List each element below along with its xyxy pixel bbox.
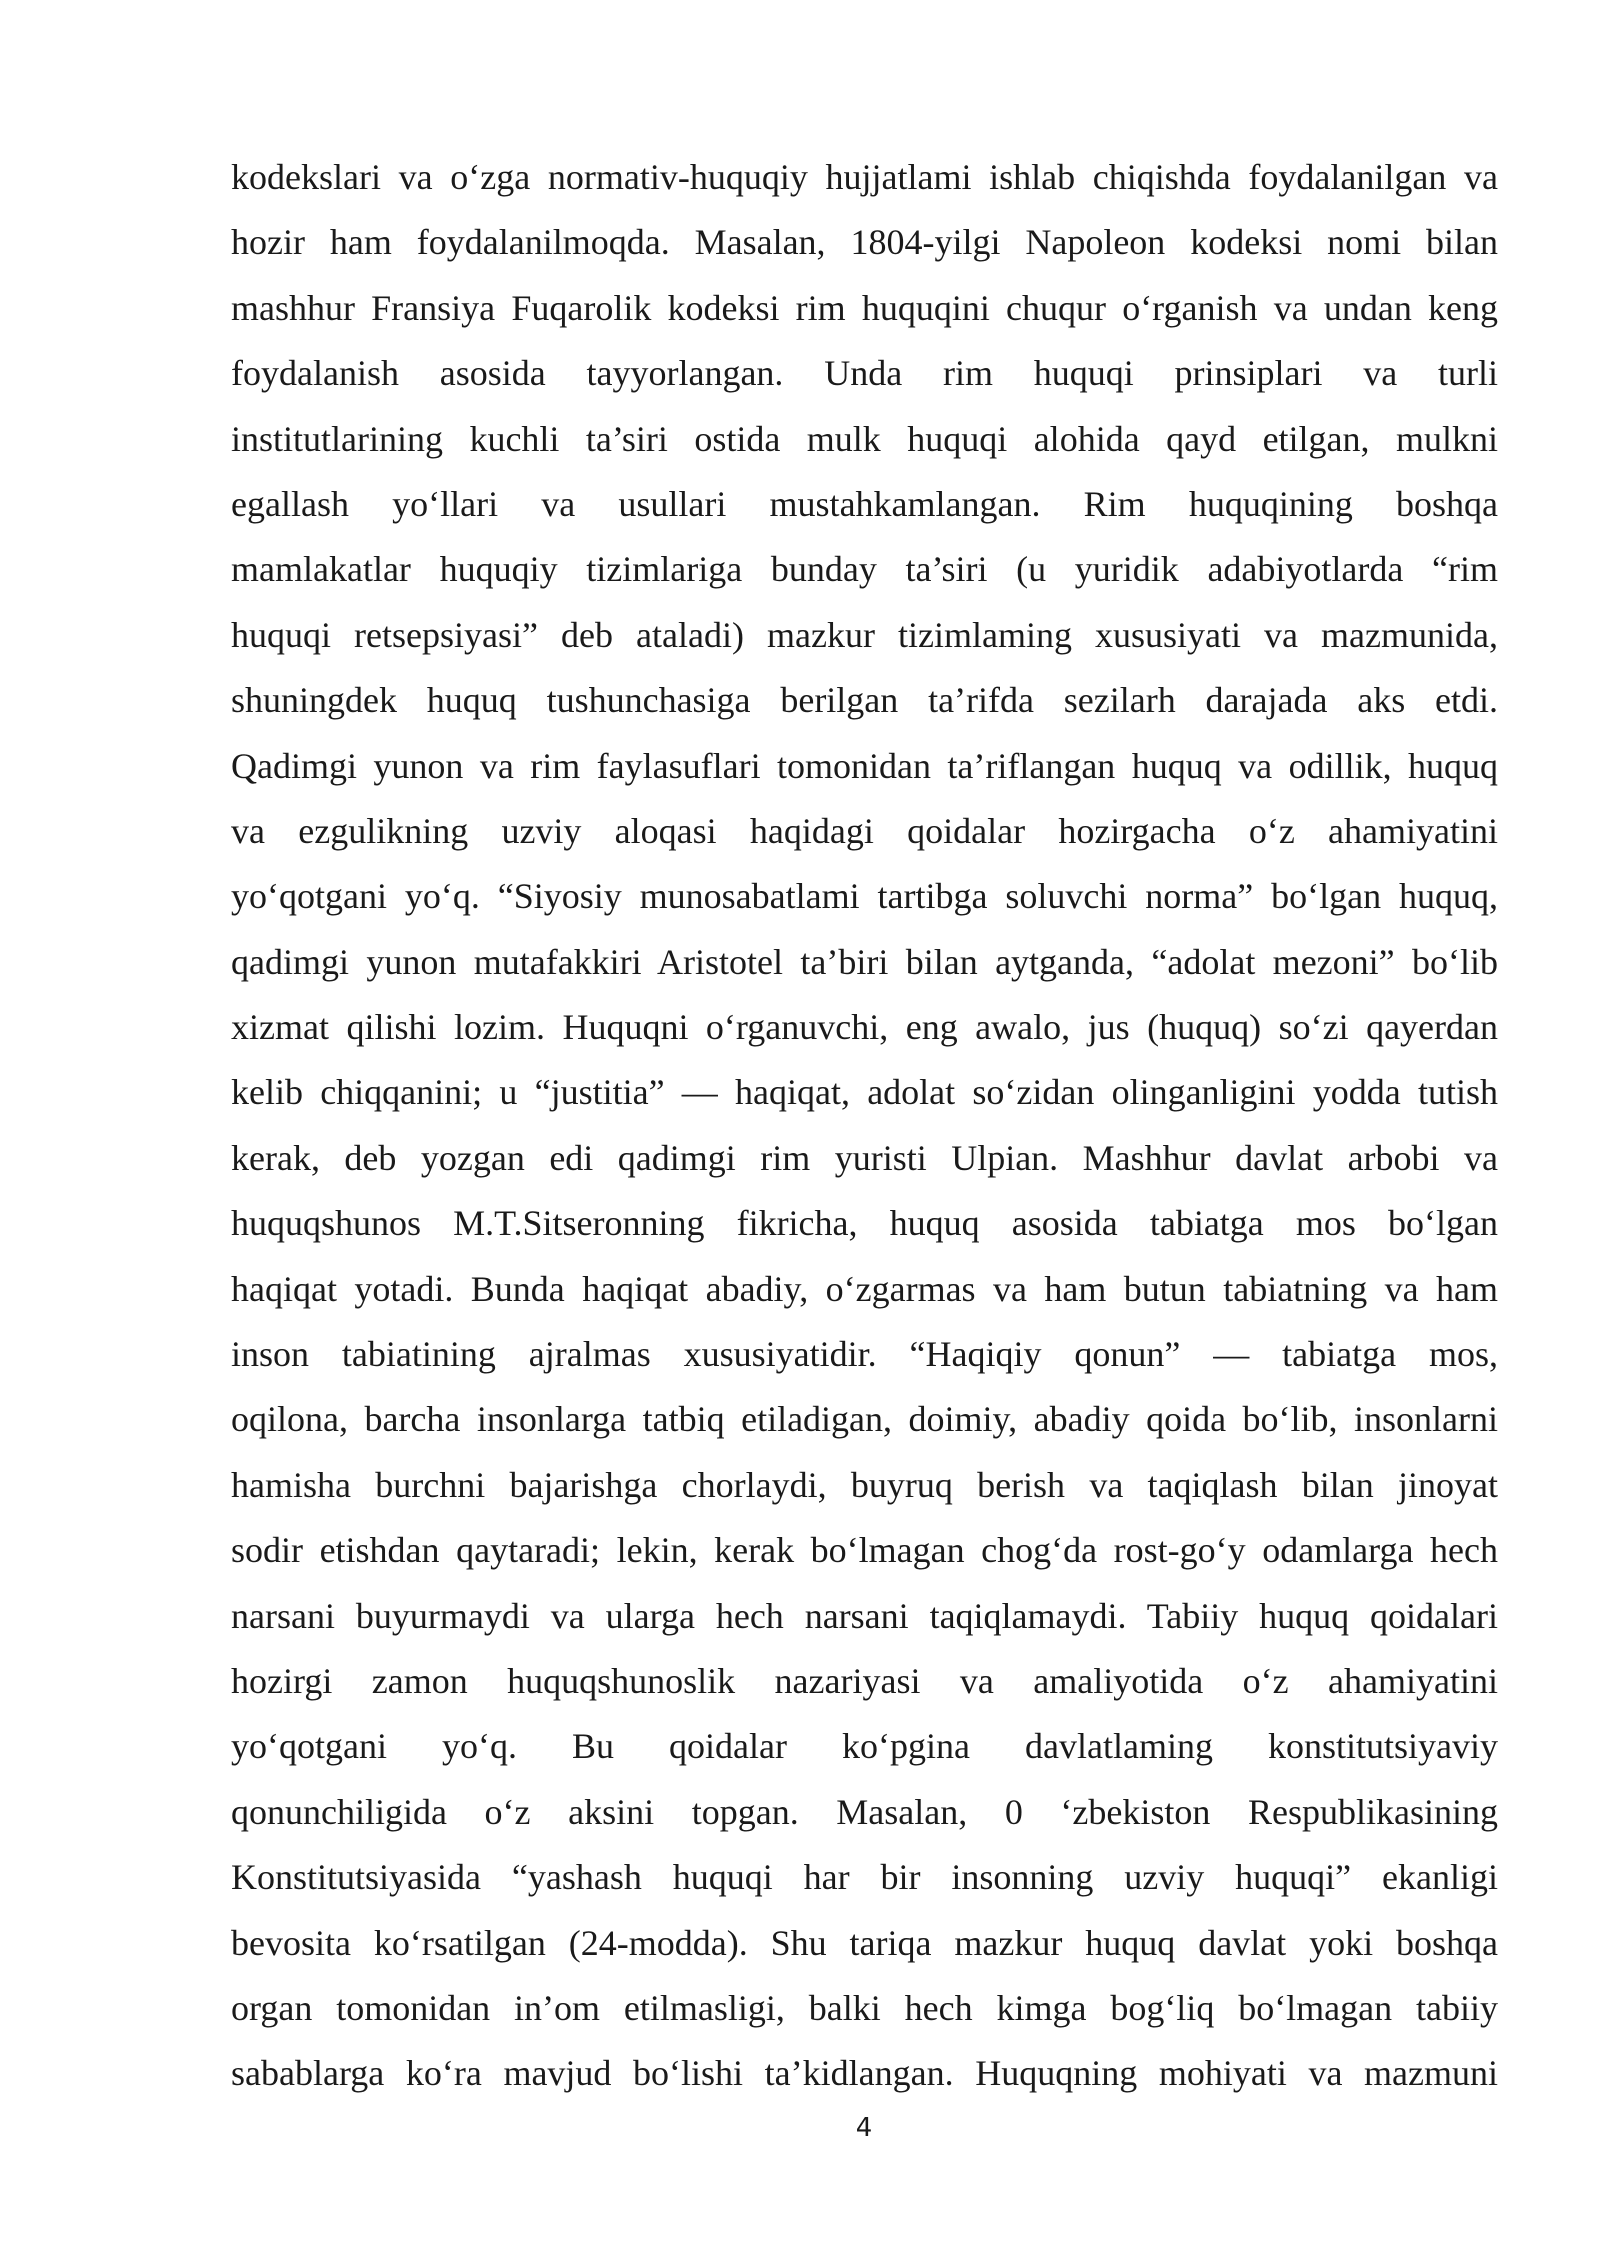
text-line: kelib chiqqanini; u “justitia” — haqiqat, adolat so‘zidan olinganligini yodda tutish — [231, 1072, 1498, 1113]
text-line: huquqi retsepsiyasi” deb ataladi) mazkur tizimlaming xususiyati va mazmunida, — [231, 614, 1498, 655]
text-line: hamisha burchni bajarishga chorlaydi, buyruq berish va taqiqlash bilan jinoyat — [231, 1464, 1498, 1505]
text-line: yo‘qotgani yo‘q. Bu qoidalar ko‘pgina davlatlaming konstitutsiyaviy — [231, 1726, 1498, 1767]
text-line: oqilona, barcha insonlarga tatbiq etiladigan, doimiy, abadiy qoida bo‘lib, insonlarni — [231, 1399, 1498, 1440]
text-line: sodir etishdan qaytaradi; lekin, kerak bo‘lmagan chog‘da rost-go‘y odamlarga hech — [231, 1530, 1498, 1571]
text-line: mashhur Fransiya Fuqarolik kodeksi rim huquqini chuqur o‘rganish va undan keng — [231, 287, 1498, 328]
text-line: hozirgi zamon huquqshunoslik nazariyasi va amaliyotida o‘z ahamiyatini — [231, 1660, 1498, 1701]
text-line: Konstitutsiyasida “yashash huquqi har bir insonning uzviy huquqi” ekanligi — [231, 1857, 1498, 1898]
text-line: haqiqat yotadi. Bunda haqiqat abadiy, o‘zgarmas va ham butun tabiatning va ham — [231, 1268, 1498, 1309]
text-line: Qadimgi yunon va rim faylasuflari tomonidan ta’riflangan huquq va odillik, huquq — [231, 745, 1498, 786]
text-line: hozir ham foydalanilmoqda. Masalan, 1804-yilgi Napoleon kodeksi nomi bilan — [231, 222, 1498, 263]
text-line: sabablarga ko‘ra mavjud bo‘lishi ta’kidlangan. Huquqning mohiyati va mazmuni — [231, 2053, 1498, 2094]
text-line: kodekslari va o‘zga normativ-huquqiy hujjatlami ishlab chiqishda foydalanilgan va — [231, 157, 1498, 197]
text-line: va ezgulikning uzviy aloqasi haqidagi qoidalar hozirgacha o‘z ahamiyatini — [231, 810, 1498, 851]
text-line: xizmat qilishi lozim. Huquqni o‘rganuvchi, eng awalo, jus (huquq) so‘zi qayerdan — [231, 1007, 1498, 1048]
text-line: foydalanish asosida tayyorlangan. Unda rim huquqi prinsiplari va turli — [231, 353, 1498, 394]
text-line: shuningdek huquq tushunchasiga berilgan ta’rifda sezilarh darajada aks etdi. — [231, 680, 1498, 721]
text-line: institutlarining kuchli ta’siri ostida mulk huquqi alohida qayd etilgan, mulkni — [231, 418, 1498, 459]
text-line: bevosita ko‘rsatilgan (24-modda). Shu tariqa mazkur huquq davlat yoki boshqa — [231, 1922, 1498, 1963]
text-line: mamlakatlar huquqiy tizimlariga bunday ta’siri (u yuridik adabiyotlarda “rim — [231, 549, 1498, 590]
text-line: huquqshunos M.T.Sitseronning fikricha, huquq asosida tabiatga mos bo‘lgan — [231, 1203, 1498, 1244]
text-line: organ tomonidan in’om etilmasligi, balki hech kimga bog‘liq bo‘lmagan tabiiy — [231, 1987, 1498, 2028]
text-line: egallash yo‘llari va usullari mustahkamlangan. Rim huquqining boshqa — [231, 483, 1498, 524]
text-line: yo‘qotgani yo‘q. “Siyosiy munosabatlami tartibga soluvchi norma” bo‘lgan huquq, — [231, 876, 1498, 917]
body-paragraph — [231, 145, 1498, 2107]
text-line: qadimgi yunon mutafakkiri Aristotel ta’biri bilan aytganda, “adolat mezoni” bo‘lib — [231, 941, 1498, 982]
text-line: kerak, deb yozgan edi qadimgi rim yuristi Ulpian. Mashhur davlat arbobi va — [231, 1137, 1498, 1178]
text-line: narsani buyurmaydi va ularga hech narsani taqiqlamaydi. Tabiiy huquq qoidalari — [231, 1595, 1498, 1636]
page-number: 4 — [855, 2113, 873, 2143]
text-line: inson tabiatining ajralmas xususiyatidir. “Haqiqiy qonun” — tabiatga mos, — [231, 1334, 1498, 1375]
text-line: qonunchiligida o‘z aksini topgan. Masalan, 0 ‘zbekiston Respublikasining — [231, 1791, 1498, 1832]
